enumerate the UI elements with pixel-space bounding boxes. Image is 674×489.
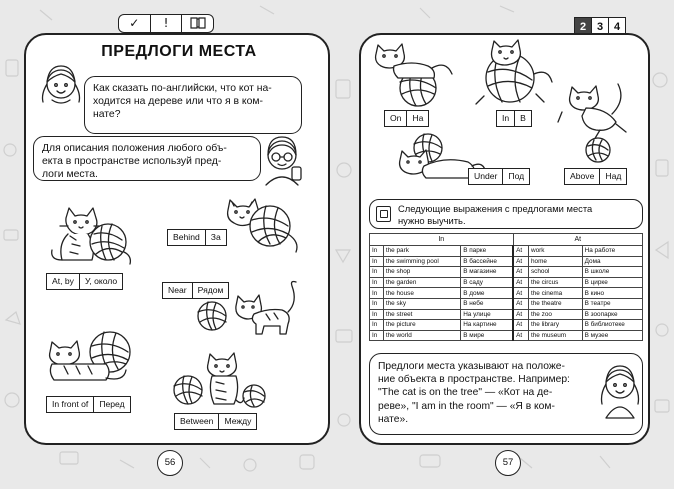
table-cell: In <box>370 256 384 267</box>
tag-on <box>384 110 429 127</box>
table-cell: At <box>513 309 528 320</box>
table-cell: В парке <box>461 246 513 257</box>
question-box <box>84 76 302 134</box>
page-title: ПРЕДЛОГИ МЕСТА <box>101 43 257 60</box>
table-cell: school <box>528 267 582 278</box>
tag-on-en: On <box>390 113 402 123</box>
toolbar <box>118 14 214 33</box>
tag-in-front-of-ru: Перед <box>93 397 129 412</box>
tag-above-en: Above <box>570 171 595 181</box>
cat-between-balls-illustration <box>172 350 272 412</box>
table-row <box>370 309 643 320</box>
table-cell: At <box>513 267 528 278</box>
table-cell: the museum <box>528 330 582 341</box>
table-cell: В саду <box>461 277 513 288</box>
tab-2[interactable]: 2 <box>574 17 592 37</box>
table-cell: На картине <box>461 320 513 331</box>
girl-illustration-right <box>596 360 644 422</box>
tag-on-ru: На <box>406 111 428 126</box>
table-header-row <box>370 234 643 246</box>
page-number-left: 56 <box>157 450 183 476</box>
table-cell: В библиотеке <box>582 320 642 331</box>
question-line-1: Как сказать по-английски, что кот на- <box>93 83 272 94</box>
cat-in-front-ball-illustration <box>40 324 136 390</box>
instruction-box <box>369 199 643 229</box>
exclaim-icon[interactable]: ! <box>150 15 182 32</box>
tag-in-front-of <box>46 396 131 413</box>
table-cell: the street <box>383 309 460 320</box>
table-cell: the house <box>383 288 460 299</box>
cat-above-ball-illustration <box>556 78 636 166</box>
hint-line-1: Для описания положения любого объ- <box>42 143 227 154</box>
table-cell: В школе <box>582 267 642 278</box>
prepositions-table <box>369 233 643 341</box>
note-line-5: нате». <box>378 413 409 425</box>
table-cell: В цирке <box>582 277 642 288</box>
table-cell: В небе <box>461 298 513 309</box>
tag-at-by <box>46 273 123 290</box>
table-cell: В кино <box>582 288 642 299</box>
table-cell: At <box>513 288 528 299</box>
table-cell: work <box>528 246 582 257</box>
table-row <box>370 267 643 278</box>
tag-under-ru: Под <box>502 169 529 184</box>
table-cell: the garden <box>383 277 460 288</box>
hint-line-3: логи места. <box>42 169 98 181</box>
table-cell: In <box>370 320 384 331</box>
table-header-at: At <box>513 234 642 246</box>
table-cell: At <box>513 256 528 267</box>
table-cell: At <box>513 277 528 288</box>
check-icon[interactable]: ✓ <box>129 16 140 30</box>
tag-between <box>174 413 257 430</box>
table-cell: В музее <box>582 330 642 341</box>
tag-near-en: Near <box>168 285 187 295</box>
tag-at-by-en: At, by <box>52 276 74 286</box>
table-cell: In <box>370 330 384 341</box>
table-cell: In <box>370 267 384 278</box>
tag-behind-en: Behind <box>173 232 200 242</box>
table-cell: the picture <box>383 320 460 331</box>
cat-near-ball-illustration <box>190 276 306 338</box>
table-cell: the swimming pool <box>383 256 460 267</box>
table-body <box>370 246 643 341</box>
tag-behind <box>167 229 227 246</box>
table-row <box>370 256 643 267</box>
cat-behind-ball-illustration <box>218 190 308 254</box>
tag-at-by-ru: У, около <box>79 274 122 289</box>
note-line-4: реве», "I am in the room" — «Я в ком- <box>378 400 555 412</box>
table-cell: the cinema <box>528 288 582 299</box>
tag-in-front-of-en: In front of <box>52 399 89 409</box>
table-cell: the world <box>383 330 460 341</box>
tag-under <box>468 168 530 185</box>
table-cell: В доме <box>461 288 513 299</box>
cat-in-ball-illustration <box>470 40 556 110</box>
table-row <box>370 330 643 341</box>
cat-at-ball-illustration <box>40 196 132 266</box>
cat-on-ball-illustration <box>372 42 462 108</box>
table-row <box>370 288 643 299</box>
tag-in <box>496 110 532 127</box>
table-row <box>370 246 643 257</box>
note-line-2: ние объекта в пространстве. Например: <box>378 374 570 386</box>
table-cell: In <box>370 298 384 309</box>
tag-above <box>564 168 627 185</box>
table-cell: the park <box>383 246 460 257</box>
girl-glasses-illustration <box>258 133 306 189</box>
table-cell: the shop <box>383 267 460 278</box>
table-cell: На улице <box>461 309 513 320</box>
tab-3[interactable]: 3 <box>591 17 609 37</box>
girl-illustration <box>38 60 84 108</box>
tag-in-en: In <box>502 113 510 123</box>
question-line-3: нате? <box>93 109 121 121</box>
instruction-line-2: нужно выучить. <box>398 215 466 226</box>
table-cell: Дома <box>582 256 642 267</box>
table-cell: At <box>513 320 528 331</box>
table-cell: home <box>528 256 582 267</box>
table-row <box>370 320 643 331</box>
tag-above-ru: Над <box>599 169 626 184</box>
tag-near-ru: Рядом <box>192 283 229 298</box>
table-cell: the library <box>528 320 582 331</box>
table-cell: the sky <box>383 298 460 309</box>
table-cell: В мире <box>461 330 513 341</box>
table-cell: In <box>370 277 384 288</box>
table-row <box>370 277 643 288</box>
book-icon[interactable] <box>181 15 213 32</box>
table-cell: В магазине <box>461 267 513 278</box>
table-cell: At <box>513 246 528 257</box>
table-cell: In <box>370 288 384 299</box>
note-line-3: "The cat is on the tree" — «Кот на де- <box>378 387 553 399</box>
tag-in-ru: В <box>514 111 531 126</box>
tag-between-ru: Между <box>218 414 256 429</box>
table-cell: the zoo <box>528 309 582 320</box>
tag-behind-ru: За <box>205 230 226 245</box>
table-cell: In <box>370 309 384 320</box>
table-cell: В театре <box>582 298 642 309</box>
hint-box <box>33 136 261 181</box>
table-cell: At <box>513 298 528 309</box>
table-header-in: In <box>370 234 514 246</box>
memo-icon <box>376 206 391 222</box>
table-cell: the theatre <box>528 298 582 309</box>
table-cell: В зоопарке <box>582 309 642 320</box>
table-cell: At <box>513 330 528 341</box>
table-cell: На работе <box>582 246 642 257</box>
question-line-2: ходится на дереве или что я в ком- <box>93 96 263 108</box>
page-number-right: 57 <box>495 450 521 476</box>
tag-between-en: Between <box>180 416 214 426</box>
table-cell: In <box>370 246 384 257</box>
note-line-1: Предлоги места указывают на положе- <box>378 361 565 372</box>
table-cell: В бассейне <box>461 256 513 267</box>
hint-line-2: екта в пространстве используй пред- <box>42 156 222 168</box>
table-cell: the circus <box>528 277 582 288</box>
instruction-line-1: Следующие выражения с предлогами места <box>398 203 593 214</box>
table-row <box>370 298 643 309</box>
tag-under-en: Under <box>474 171 498 181</box>
tab-4[interactable]: 4 <box>608 17 626 37</box>
